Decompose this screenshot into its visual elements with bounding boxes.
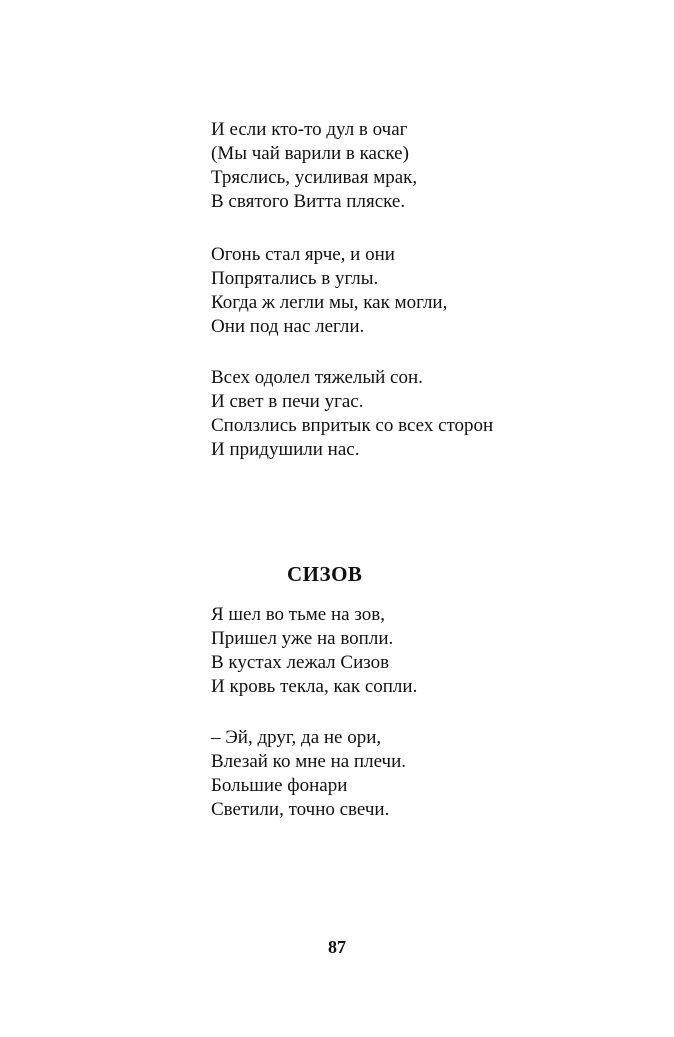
poem-line: Они под нас легли.	[211, 316, 365, 337]
poem1-stanza-1	[211, 118, 417, 214]
poem-line: Влезай ко мне на плечи.	[211, 751, 407, 772]
poem-line: Пришел уже на вопли.	[211, 628, 394, 649]
poem-line: (Мы чай варили в каске)	[211, 143, 409, 164]
poem-line: Большие фонари	[211, 775, 348, 796]
poem-line: В святого Витта пляске.	[211, 191, 406, 212]
poem2-stanza-1	[211, 603, 417, 699]
poem-line: И кровь текла, как сопли.	[211, 676, 418, 697]
poem-line: Тряслись, усиливая мрак,	[211, 167, 418, 188]
poem2-stanza-2	[211, 726, 406, 822]
poem-line: В кустах лежал Сизов	[211, 652, 390, 673]
poem-line: Всех одолел тяжелый сон.	[211, 367, 423, 388]
poem-line: Сползлись впритык со всех сторон	[211, 415, 494, 436]
poem1-stanza-3	[211, 366, 493, 462]
poem-line: И придушили нас.	[211, 439, 360, 460]
poem-line: И свет в печи угас.	[211, 391, 364, 412]
poem-title: СИЗОВ	[287, 562, 363, 586]
poem-line: Огонь стал ярче, и они	[211, 244, 395, 265]
poem-line: Светили, точно свечи.	[211, 799, 390, 820]
poem-line: Я шел во тьме на зов,	[211, 604, 385, 625]
poem-line: Когда ж легли мы, как могли,	[211, 292, 448, 313]
poem1-stanza-2	[211, 243, 447, 339]
page-number: 87	[328, 937, 346, 957]
poem-line: Попрятались в углы.	[211, 268, 379, 289]
poem-line: И если кто-то дул в очаг	[211, 119, 408, 140]
poem-line: – Эй, друг, да не ори,	[211, 727, 382, 748]
